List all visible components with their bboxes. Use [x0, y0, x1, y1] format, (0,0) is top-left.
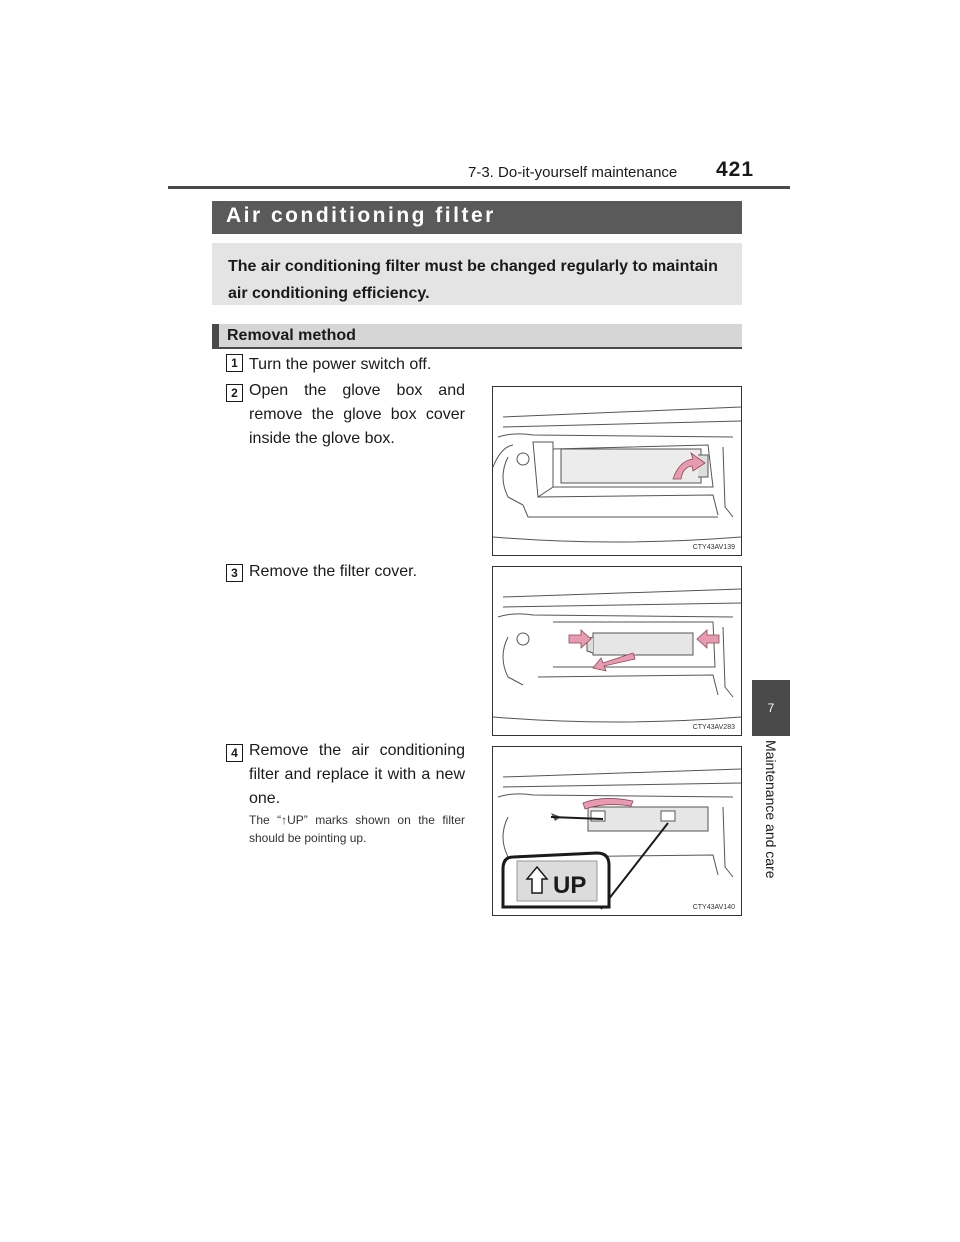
- step-number-4: 4: [226, 744, 243, 762]
- figure-code: CTY43AV139: [692, 544, 735, 551]
- chapter-title: Maintenance and care: [763, 740, 779, 879]
- step-text-4: Remove the air conditioning filter and replace it with a new one.: [249, 742, 465, 807]
- figure-code: CTY43AV283: [692, 724, 735, 731]
- section-title: 7-3. Do-it-yourself maintenance: [468, 164, 678, 181]
- page-number: 421: [716, 158, 755, 181]
- arrow-left-icon: [697, 630, 719, 648]
- figure-replace-filter: [492, 746, 742, 916]
- subsection-title: Removal method: [227, 327, 356, 344]
- figure-glove-box-cover: [492, 386, 742, 556]
- step-text-1: Turn the power switch off.: [249, 356, 432, 373]
- chapter-tab: 7: [752, 680, 790, 736]
- step-note-4: The “↑UP” marks shown on the filter should be pointing up.: [249, 813, 465, 845]
- step-number-2: 2: [226, 384, 243, 402]
- step-number-1: 1: [226, 354, 243, 372]
- figure-filter-cover: [492, 566, 742, 736]
- intro-text: The air conditioning filter must be changed regularly to maintain air conditioning efficiency.: [228, 258, 718, 302]
- header-rule: [168, 186, 790, 189]
- page-heading: Air conditioning filter: [226, 204, 496, 227]
- step-text-2: Open the glove box and remove the glove box cover inside the glove box.: [249, 382, 465, 447]
- figure-code: CTY43AV140: [692, 904, 735, 911]
- up-mark-text: UP: [553, 872, 587, 899]
- chapter-title-wrap: [752, 740, 790, 970]
- subsection-accent: [212, 324, 219, 349]
- step-number-3: 3: [226, 564, 243, 582]
- arrow-down-icon: [593, 653, 635, 671]
- step-text-3: Remove the filter cover.: [249, 563, 418, 580]
